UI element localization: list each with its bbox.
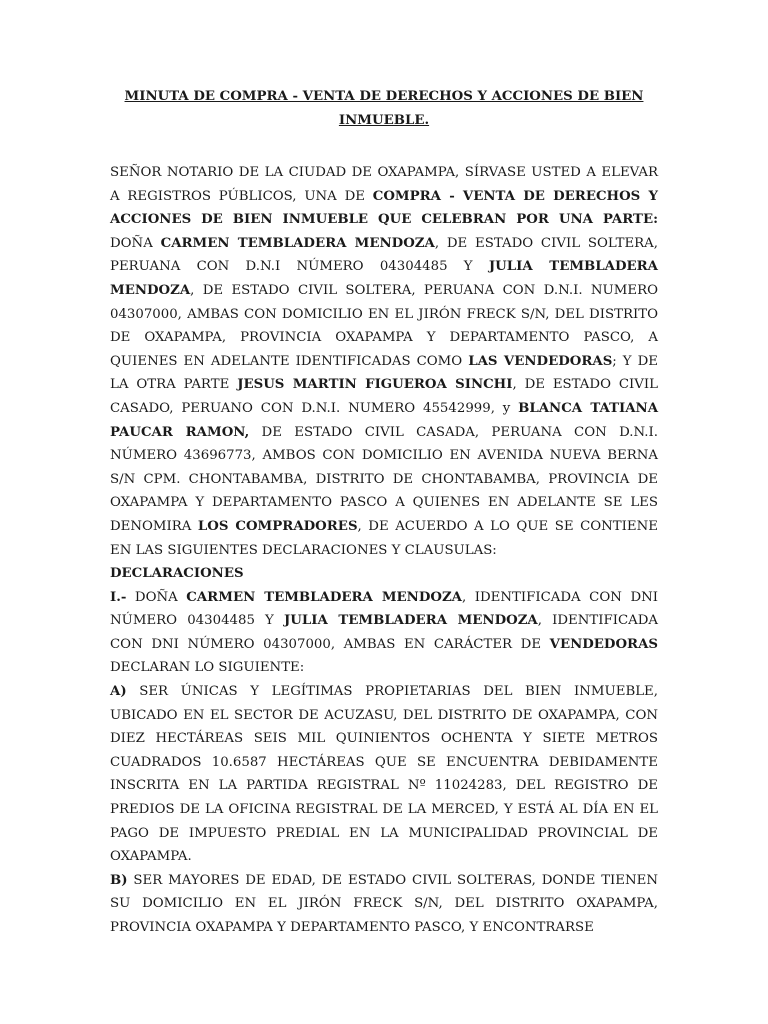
seller-name-1: CARMEN TEMBLADERA MENDOZA: [160, 235, 435, 251]
intro-text-5: ; Y DE LA OTRA PARTE: [110, 353, 658, 393]
intro-text-3: , DE ESTADO CIVIL SOLTERA, PERUANA CON D.N.I NÚMERO 04304485 Y: [110, 235, 659, 275]
intro-text-7: DE ESTADO CIVIL CASADA, PERUANA CON D.N.I. NÚMERO 43696773, AMBOS CON DOMICILIO EN AVENIDA NUEVA BERNA S/N CPM. CHONTABAMBA, DISTRITO DE CHONTABAMBA, PROVINCIA DE OXAPAMPA Y DEPARTAMENTO PASCO A QUIENES EN ADELANTE SE LES DENOMIRA: [110, 424, 658, 534]
declaraciones-heading: DECLARACIONES: [110, 566, 244, 582]
seller-name-2: JULIA TEMBLADERA MENDOZA: [110, 259, 658, 298]
document-title: [110, 85, 658, 133]
item-b-label: B): [110, 872, 128, 888]
decl-text-1: DOÑA: [126, 589, 187, 605]
sellers-label: LAS VENDEDORAS: [468, 353, 613, 369]
item-b-text: SER MAYORES DE EDAD, DE ESTADO CIVIL SOLTERAS, DONDE TIENEN SU DOMICILIO EN EL JIRÓN FRECK S/N, DEL DISTRITO OXAPAMPA, PROVINCIA OXAPAMPA Y DEPARTAMENTO PASCO, Y ENCONTRARSE: [110, 872, 658, 935]
item-a-label: A): [110, 684, 127, 700]
item-a-text: SER ÚNICAS Y LEGÍTIMAS PROPIETARIAS DEL BIEN INMUEBLE, UBICADO EN EL SECTOR DE ACUZASU, DEL DISTRITO DE OXAPAMPA, CON DIEZ HECTÁREAS SEIS MIL QUINIENTOS OCHENTA Y SIETE METROS CUADRADOS 10.6587 HECTÁREAS QUE SE ENCUENTRA DEBIDAMENTE INSCRITA EN LA PARTIDA REGISTRAL Nº 11024283, DEL REGISTRO DE PREDIOS DE LA OFICINA REGISTRAL DE LA MERCED, Y ESTÁ AL DÍA EN EL PAGO DE IMPUESTO PREDIAL EN LA MUNICIPALIDAD PROVINCIAL DE OXAPAMPA.: [110, 684, 658, 865]
intro-text-8: , DE ACUERDO A LO QUE SE CONTIENE EN LAS SIGUIENTES DECLARACIONES Y CLAUSULAS:: [110, 518, 658, 558]
intro-paragraph: [110, 161, 658, 562]
decl-text-2: , IDENTIFICADA CON DNI NÚMERO 04304485 Y: [110, 589, 658, 629]
decl-sellers-label: VENDEDORAS: [549, 636, 658, 652]
intro-bold-1: COMPRA - VENTA DE DERECHOS Y ACCIONES DE BIEN INMUEBLE QUE CELEBRAN POR UNA PARTE:: [110, 188, 658, 228]
decl-text-4: DECLARAN LO SIGUIENTE:: [110, 660, 305, 676]
intro-text-1: SEÑOR NOTARIO DE LA CIUDAD DE OXAPAMPA, SÍRVASE USTED A ELEVAR A REGISTROS PÚBLICOS, UNA DE: [110, 165, 658, 204]
intro-text-2: DOÑA: [110, 235, 161, 251]
decl-seller-name-2: JULIA TEMBLADERA MENDOZA: [284, 613, 538, 629]
intro-text-6: , DE ESTADO CIVIL CASADO, PERUANO CON D.N.I. NUMERO 45542999, y: [110, 377, 658, 416]
decl-seller-name-1: CARMEN TEMBLADERA MENDOZA: [186, 589, 462, 605]
buyer-name-2: BLANCA TATIANA PAUCAR RAMON,: [110, 400, 659, 440]
decl-text-3: , IDENTIFICADA CON DNI NÚMERO 04307000, AMBAS EN CARÁCTER DE: [110, 613, 658, 652]
item-a: [110, 680, 658, 869]
intro-text-4: , DE ESTADO CIVIL SOLTERA, PERUANA CON D.N.I. NUMERO 04307000, AMBAS CON DOMICILIO EN EL JIRÓN FRECK S/N, DEL DISTRITO DE OXAPAMPA, PROVINCIA OXAPAMPA Y DEPARTAMENTO PASCO, A QUIENES EN ADELANTE IDENTIFICADAS COMO: [110, 282, 658, 369]
declaration-number: I.-: [110, 589, 127, 605]
title-line-1: MINUTA DE COMPRA - VENTA DE DERECHOS Y ACCIONES DE BIEN: [124, 89, 644, 104]
item-b: [110, 869, 658, 940]
buyer-name-1: JESUS MARTIN FIGUEROA SINCHI: [237, 377, 513, 393]
title-line-2: INMUEBLE.: [338, 113, 430, 128]
declaration-1: [110, 586, 658, 680]
buyers-label: LOS COMPRADORES: [197, 518, 358, 534]
document-body: [110, 161, 658, 940]
